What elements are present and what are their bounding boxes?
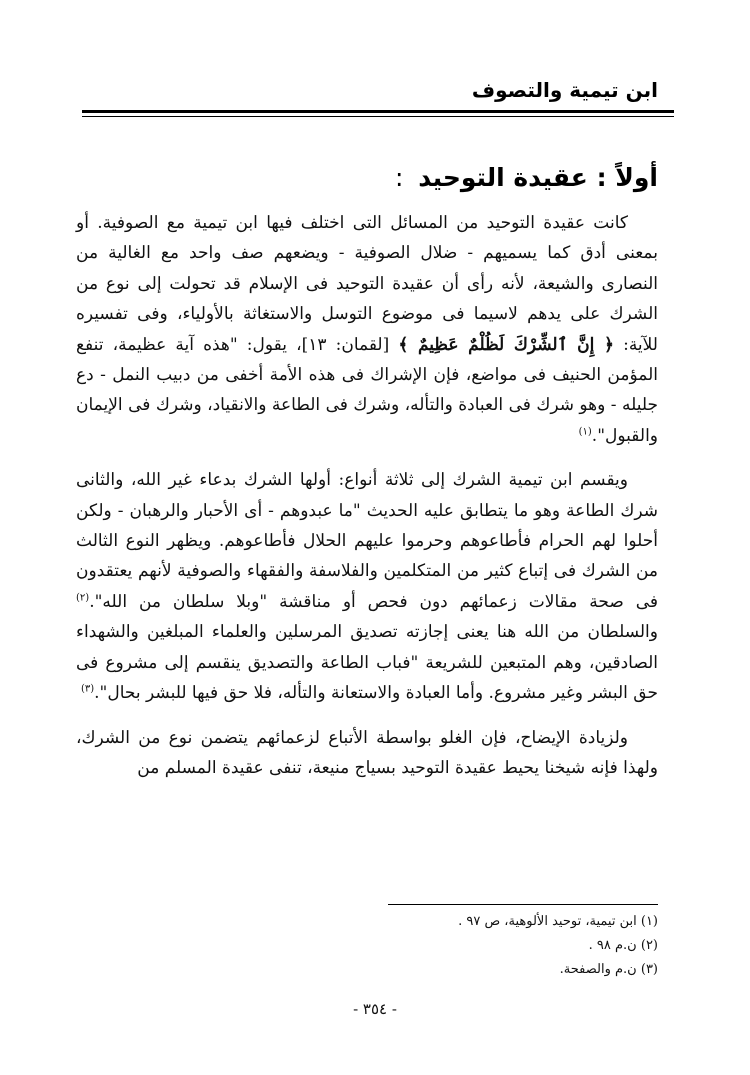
running-header: ابن تيمية والتصوف [471,78,658,102]
footnote: (٢) ن.م ٩٨ . [588,938,658,953]
footnote-ref[interactable]: (٣) [80,683,95,695]
footnote: (٣) ن.م والصفحة. [559,962,658,977]
footnote: (١) ابن تيمية، توحيد الألوهية، ص ٩٧ . [458,914,658,929]
header-rule-secondary [82,116,674,117]
paragraph [76,723,658,784]
header-rule [82,110,674,113]
paragraph-text: [لقمان: ١٣]، يقول: "هذه آية عظيمة، تنفع المؤمن الحنيف فى مواضع، فإن الإشراك فى هذه الأمة أخفى من دبيب النمل - دع جليله - وهو شرك فى العبادة والتأله، وشرك فى الطاعة والانقياد، وشرك فى الإيمان والقبول". [76,334,658,446]
page-number: - ٣٥٤ - [353,1000,397,1018]
footnote-ref[interactable]: (١) [578,426,592,438]
footnotes [258,910,658,982]
section-title [395,163,658,192]
paragraph-text: ولزيادة الإيضاح، فإن الغلو بواسطة الأتباع لزعمائهم يتضمن نوع من الشرك، ولهذا فإنه شيخنا يحيط عقيدة التوحيد بسياج منيعة، تنفى عقيدة المسلم من [76,727,658,778]
paragraph-text: والسلطان من الله هنا يعنى إجازته تصديق المرسلين والعلماء المبلغين والشهداء الصادقين، وهم المتبعين للشريعة "فباب الطاعة والتصديق ينقسم إلى مشروع فى حق البشر وغير مشروع. وأما العبادة والاستعانة والتأله، فلا حق فيها للبشر بحال". [76,622,658,704]
paragraph-text: كانت عقيدة التوحيد من المسائل التى اختلف فيها ابن تيمية مع الصوفية. أو بمعنى أدق كما يسميهم - ضلال الصوفية - ويضعهم صف واحد مع الغالية من النصارى والشيعة، لأنه رأى أن عقيدة التوحيد فى الإسلام قد تحولت إلى نوع من الشرك على يدهم لاسيما فى موضوع التوسل والاستغاثة بالأولياء، وفى تفسيره للآية: [76,213,658,355]
paragraph [76,465,658,708]
section-title-text: أولاً : عقيدة التوحيد [418,163,658,192]
quran-verse: ﴿ إِنَّ ٱلشِّرْكَ لَظُلْمٌ عَظِيمٌ ﴾ [398,334,614,355]
footnote-rule [388,904,658,905]
body-text [76,208,658,797]
paragraph-text: ويقسم ابن تيمية الشرك إلى ثلاثة أنواع: أولها الشرك بدعاء غير الله، والثانى شرك الطاعة وهو ما يتطابق عليه الحديث "ما عبدوهم - أى الأحبار والرهبان - ولكن أحلوا لهم الحرام فأطاعوهم وحرموا عليهم الحلال فأطاعوهم. ويظهر النوع الثالث من الشرك فى إتباع كثير من المتكلمين والفلاسفة والفقهاء والصوفية لأنهم يعتقدون فى صحة مقالات زعمائهم دون فحص أو مناقشة "وبلا سلطان من الله". [76,470,658,612]
paragraph [76,208,658,451]
footnote-ref[interactable]: (٢) [76,592,90,604]
section-title-colon: : [395,163,404,192]
